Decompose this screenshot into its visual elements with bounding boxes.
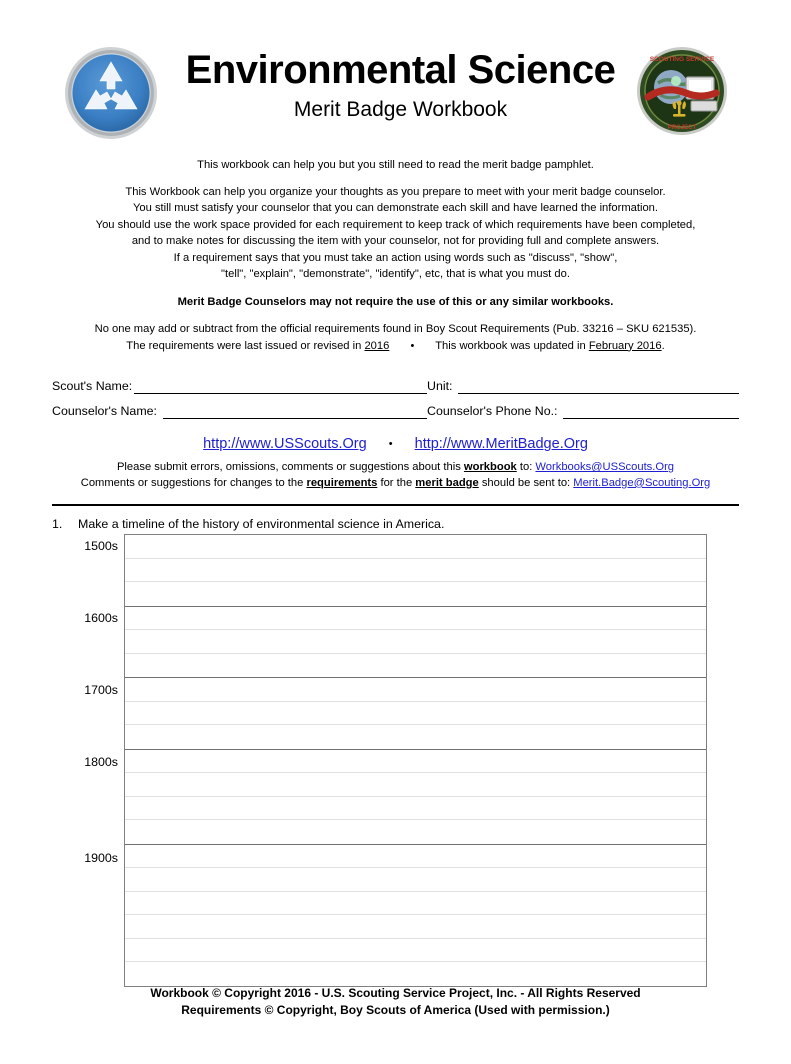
timeline-row[interactable]	[125, 654, 706, 678]
official-requirements-note: No one may add or subtract from the official requirements found in Boy Scout Requirements (Pub. 33216 – SKU 621535).	[94, 323, 697, 335]
us-scouting-service-project-seal-icon	[634, 45, 730, 137]
counselor-phone-input[interactable]	[563, 405, 739, 419]
copyright-line-1: Workbook © Copyright 2016 - U.S. Scouting Service Project, Inc. - All Rights Reserved	[150, 986, 641, 1000]
requirement-text: Make a timeline of the history of environmental science in America.	[78, 517, 445, 532]
timeline-row[interactable]	[125, 725, 706, 749]
form-row-counselor	[52, 394, 739, 419]
century-group-1900s	[125, 845, 706, 986]
timeline-row[interactable]	[125, 678, 706, 702]
merit-badge-emphasis: merit badge	[415, 476, 479, 489]
century-label-1600s: 1600s	[84, 610, 118, 625]
page-header	[0, 40, 791, 150]
update-suffix: .	[661, 339, 665, 352]
counselor-name-field-group	[52, 404, 427, 419]
century-label-1800s: 1800s	[84, 755, 118, 770]
timeline-row[interactable]	[125, 820, 706, 844]
century-label-column	[52, 534, 124, 987]
timeline-row[interactable]	[125, 535, 706, 559]
intro-line-5: If a requirement says that you must take an action using words such as "discuss", "show",	[173, 251, 618, 264]
counselor-name-label: Counselor's Name:	[52, 404, 157, 419]
timeline-row[interactable]	[125, 559, 706, 583]
recycling-merit-badge-emblem-icon	[63, 45, 159, 141]
century-group-1500s	[125, 535, 706, 607]
workbook-feedback-prefix: Please submit errors, omissions, comments or suggestions about this	[116, 461, 464, 474]
page-subtitle: Merit Badge Workbook	[293, 98, 508, 121]
workbook-feedback-mid: to:	[516, 461, 536, 474]
timeline-row[interactable]	[125, 797, 706, 821]
links-separator: •	[388, 438, 393, 451]
intro-line-1: This Workbook can help you organize your thoughts as you prepare to meet with your merit badge counselor.	[125, 185, 666, 198]
svg-text:PROJECT: PROJECT	[667, 125, 697, 131]
century-group-1600s	[125, 607, 706, 679]
scout-name-input[interactable]	[134, 380, 427, 394]
update-date: February 2016	[588, 339, 662, 352]
unit-input[interactable]	[458, 380, 739, 394]
merit-badge-email-link[interactable]: Merit.Badge@Scouting.Org	[573, 476, 711, 489]
svg-text:SCOUTING SERVICE: SCOUTING SERVICE	[649, 56, 715, 63]
timeline-row[interactable]	[125, 939, 706, 963]
century-group-1700s	[125, 678, 706, 750]
usscouts-link[interactable]: http://www.USScouts.Org	[203, 436, 367, 453]
intro-line-4: and to make notes for discussing the item with your counselor, not for providing full and complete answers.	[131, 235, 660, 247]
counselor-name-input[interactable]	[163, 405, 427, 419]
timeline-row[interactable]	[125, 607, 706, 631]
counselor-notice: Merit Badge Counselors may not require the use of this or any similar workbooks.	[177, 295, 614, 308]
timeline-row[interactable]	[125, 582, 706, 606]
timeline-row[interactable]	[125, 630, 706, 654]
requirements-feedback-mid1: for the	[377, 476, 416, 489]
unit-field-group	[427, 379, 739, 394]
timeline-row[interactable]	[125, 773, 706, 797]
revision-year: 2016	[364, 339, 390, 352]
timeline-row[interactable]	[125, 868, 706, 892]
timeline-row[interactable]	[125, 845, 706, 869]
workbooks-email-link[interactable]: Workbooks@USScouts.Org	[535, 461, 675, 474]
intro-line-6: "tell", "explain", "demonstrate", "identify", etc, that is what you must do.	[221, 268, 570, 280]
feedback-section	[0, 460, 791, 491]
page-title: Environmental Science	[185, 48, 616, 92]
copyright-line-2: Requirements © Copyright, Boy Scouts of America (Used with permission.)	[181, 1003, 610, 1017]
intro-line-3: You should use the work space provided for each requirement to keep track of which requirements have been completed,	[95, 218, 696, 231]
requirements-feedback-mid2: should be sent to:	[478, 476, 574, 489]
workbook-page	[0, 40, 791, 1064]
requirements-feedback-line	[0, 476, 791, 492]
revision-prefix: The requirements were last issued or revised in	[126, 339, 365, 352]
requirement-1	[0, 517, 791, 531]
site-links	[0, 436, 791, 452]
revision-bullet: •	[410, 339, 415, 352]
timeline-row[interactable]	[125, 750, 706, 774]
century-group-1800s	[125, 750, 706, 845]
scout-name-label: Scout's Name:	[52, 379, 133, 394]
counselor-phone-label: Counselor's Phone No.:	[427, 404, 558, 419]
intro-section	[0, 150, 791, 354]
requirements-feedback-prefix: Comments or suggestions for changes to the	[80, 476, 307, 489]
timeline-answer-area	[0, 534, 791, 987]
timeline-table[interactable]	[124, 534, 707, 987]
workbook-emphasis: workbook	[463, 461, 517, 474]
century-label-1500s: 1500s	[84, 538, 118, 553]
revision-note	[0, 338, 791, 355]
workbook-feedback-line	[0, 460, 791, 476]
timeline-row[interactable]	[125, 962, 706, 986]
scout-name-field-group	[52, 379, 427, 394]
unit-label: Unit:	[427, 379, 453, 394]
meritbadge-link[interactable]: http://www.MeritBadge.Org	[414, 436, 588, 453]
tagline: This workbook can help you but you still need to read the merit badge pamphlet.	[197, 159, 594, 171]
timeline-row[interactable]	[125, 702, 706, 726]
form-row-names	[52, 369, 739, 394]
timeline-row[interactable]	[125, 892, 706, 916]
century-label-1700s: 1700s	[84, 683, 118, 697]
requirements-emphasis: requirements	[306, 476, 378, 489]
intro-line-2: You still must satisfy your counselor that you can demonstrate each skill and have learned the information.	[132, 202, 659, 214]
section-divider	[52, 504, 739, 506]
identity-form	[0, 369, 791, 419]
update-prefix: This workbook was updated in	[435, 339, 589, 352]
timeline-row[interactable]	[125, 915, 706, 939]
counselor-phone-field-group	[427, 404, 739, 419]
page-footer	[0, 985, 791, 1019]
requirement-number: 1.	[52, 517, 63, 532]
century-label-1900s: 1900s	[84, 850, 118, 865]
